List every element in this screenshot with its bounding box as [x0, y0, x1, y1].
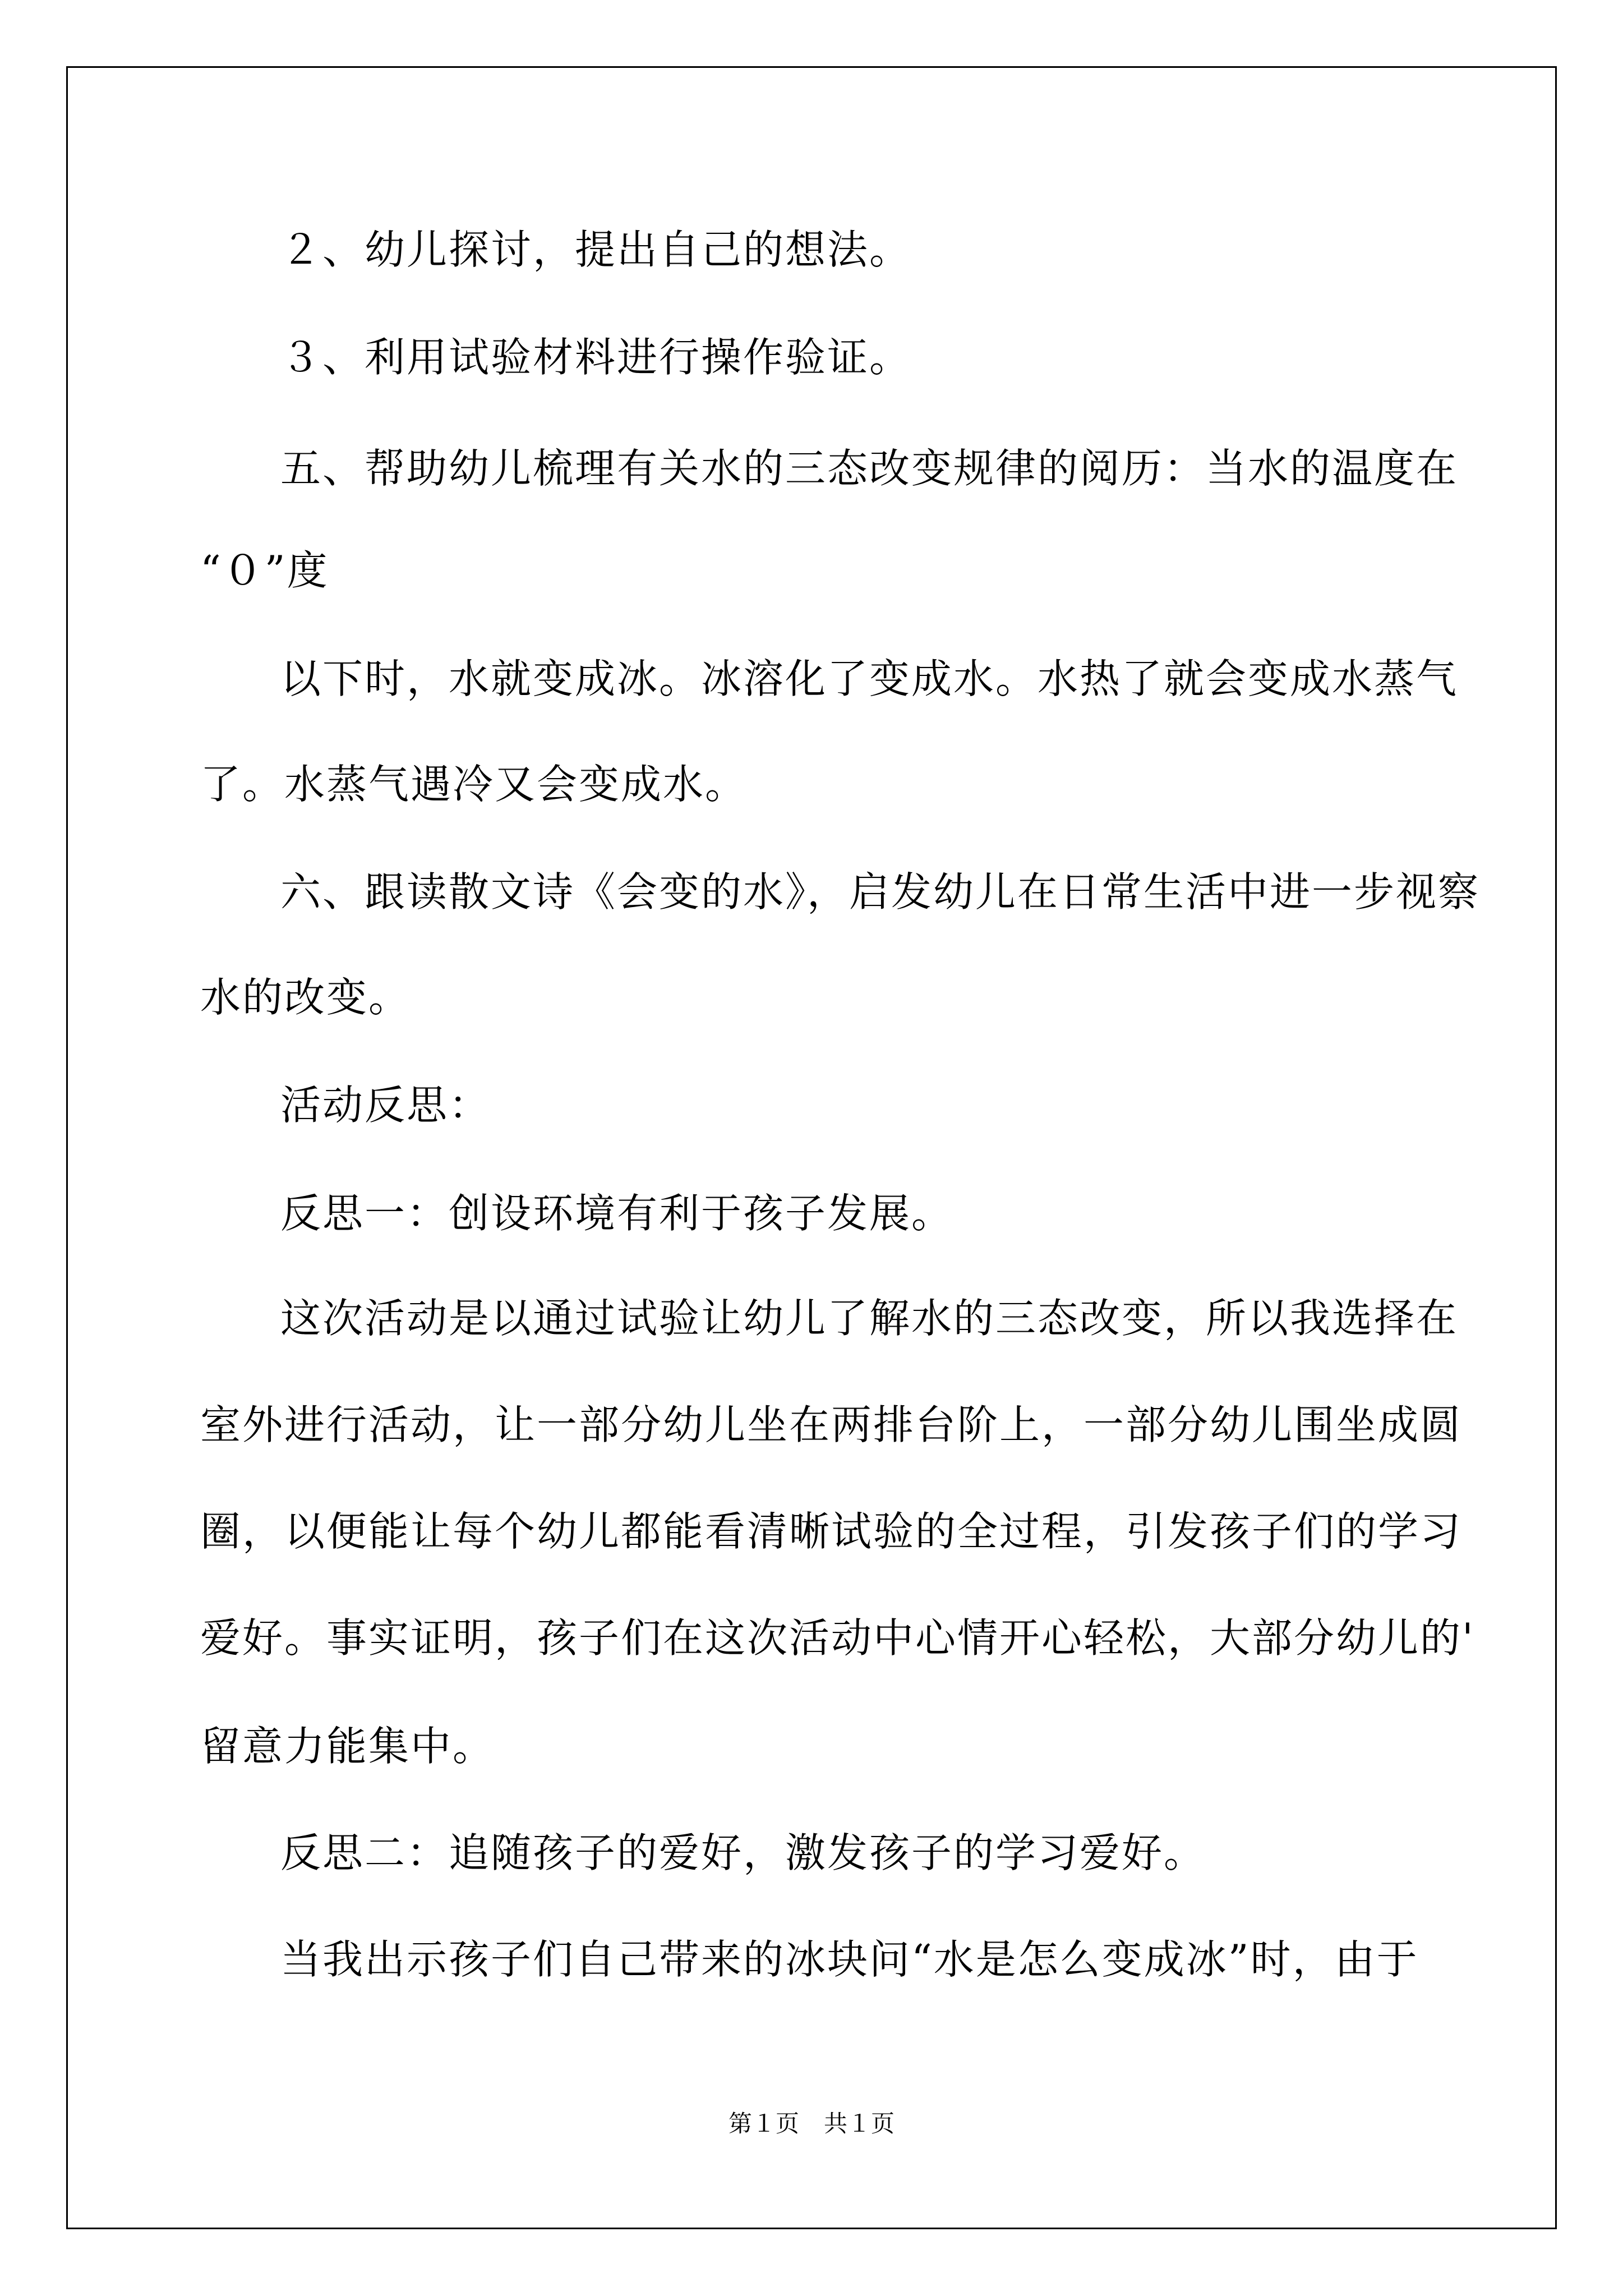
- paragraph-line: 了。水蒸气遇冷又会变成水。: [200, 761, 748, 808]
- page-border: [66, 66, 1557, 2229]
- section-heading: 活动反思：: [280, 1082, 491, 1129]
- page-number: 第１页: [728, 2110, 799, 2137]
- paragraph-line: “０”度: [200, 547, 329, 594]
- paragraph-line: 当我出示孩子们自己带来的冰块问“水是怎么变成冰”时，由于: [280, 1936, 1419, 1983]
- paragraph-line: 留意力能集中。: [200, 1723, 495, 1770]
- paragraph-line: 室外进行活动，让一部分幼儿坐在两排台阶上，一部分幼儿围坐成圆: [200, 1401, 1463, 1448]
- paragraph-line: 爱好。事实证明，孩子们在这次活动中心情开心轻松，大部分幼儿的': [200, 1614, 1475, 1662]
- paragraph-line: 这次活动是以通过试验让幼儿了解水的三态改变，所以我选择在: [280, 1295, 1459, 1342]
- paragraph-line: 六、跟读散文诗《会变的水》，启发幼儿在日常生活中进一步视察: [280, 868, 1481, 915]
- subsection-heading: 反思二：追随孩子的爱好，激发孩子的学习爱好。: [280, 1829, 1206, 1876]
- paragraph-line: 五、帮助幼儿梳理有关水的三态改变规律的阅历：当水的温度在: [280, 445, 1459, 492]
- paragraph-line: ３、利用试验材料进行操作验证。: [280, 334, 912, 381]
- paragraph-line: 水的改变。: [200, 974, 411, 1021]
- subsection-heading: 反思一：创设环境有利于孩子发展。: [280, 1190, 954, 1237]
- page-total: 共１页: [824, 2110, 895, 2137]
- paragraph-line: 以下时，水就变成冰。冰溶化了变成水。水热了就会变成水蒸气: [280, 655, 1459, 702]
- page-footer: [0, 2108, 1623, 2139]
- paragraph-line: ２、幼儿探讨，提出自己的想法。: [280, 226, 912, 273]
- paragraph-line: 圈，以便能让每个幼儿都能看清晰试验的全过程，引发孩子们的学习: [200, 1508, 1463, 1555]
